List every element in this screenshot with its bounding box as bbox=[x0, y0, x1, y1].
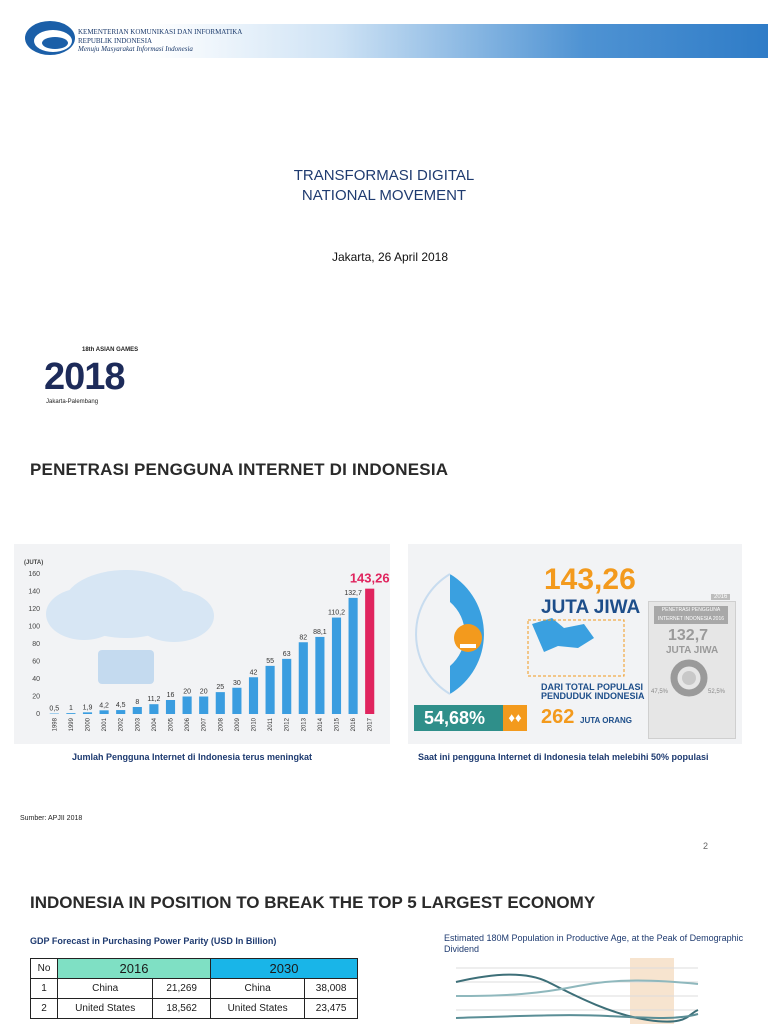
value-label-2006: 20 bbox=[183, 688, 191, 696]
x-tick-label: 2017 bbox=[367, 718, 374, 732]
y-tick-label: 140 bbox=[28, 588, 40, 596]
x-tick-label: 2015 bbox=[334, 718, 341, 732]
cover-date: Jakarta, 26 April 2018 bbox=[331, 250, 449, 264]
bar-1999 bbox=[66, 713, 75, 714]
x-tick-label: 2014 bbox=[317, 718, 324, 732]
value-label-2015: 110,2 bbox=[328, 609, 345, 617]
header-no: No bbox=[31, 959, 58, 979]
demographic-line-chart bbox=[428, 958, 728, 1024]
population-caption bbox=[541, 683, 645, 701]
people-icon: ♦♦ bbox=[503, 705, 527, 731]
x-tick-label: 2004 bbox=[151, 718, 158, 732]
value-label-2001: 4,2 bbox=[99, 702, 109, 710]
bar-2002 bbox=[116, 710, 125, 714]
table-header-row bbox=[31, 959, 358, 979]
x-tick-label: 2002 bbox=[118, 718, 125, 732]
internet-users-bar-chart bbox=[14, 544, 390, 744]
cell-no: 2 bbox=[31, 999, 58, 1019]
population-caption-line1: DARI TOTAL POPULASI bbox=[541, 682, 644, 692]
cell-value-2016: 21,269 bbox=[153, 979, 211, 999]
page-number: 2 bbox=[703, 841, 709, 851]
x-tick-label: 2006 bbox=[185, 718, 192, 732]
bar-2014 bbox=[315, 637, 324, 714]
x-tick-label: 2010 bbox=[251, 718, 258, 732]
mini-card-number: 132,7 bbox=[668, 627, 709, 644]
ministry-logo bbox=[22, 14, 78, 58]
cell-country-2016: United States bbox=[58, 999, 153, 1019]
bar-2013 bbox=[299, 642, 308, 714]
cell-country-2016: China bbox=[58, 979, 153, 999]
penetration-percent: 54,68% bbox=[414, 705, 514, 731]
x-tick-label: 2008 bbox=[218, 718, 225, 732]
bar-2010 bbox=[249, 677, 258, 714]
bar-2001 bbox=[100, 710, 109, 714]
value-label-2012: 63 bbox=[282, 650, 291, 658]
population-caption-line2: PENDUDUK INDONESIA bbox=[541, 691, 645, 701]
bar-2017 bbox=[365, 589, 374, 714]
bar-2016 bbox=[349, 598, 358, 714]
gdp-table-title: GDP Forecast in Purchasing Power Parity (USD In Billion) bbox=[30, 936, 277, 946]
header-2016: 2016 bbox=[58, 959, 211, 979]
cover-title bbox=[0, 166, 768, 206]
bar-2012 bbox=[282, 659, 291, 714]
bar-2008 bbox=[216, 692, 225, 714]
value-label-2002: 4,5 bbox=[115, 702, 126, 710]
x-tick-label: 2013 bbox=[301, 718, 308, 732]
value-label-1998: 0,5 bbox=[49, 705, 60, 713]
y-axis-label: (JUTA) bbox=[24, 560, 44, 566]
infographic-caption: Saat ini pengguna Internet di Indonesia telah melebihi 50% populasi bbox=[418, 752, 709, 762]
header-2030: 2030 bbox=[211, 959, 358, 979]
ministry-line2: REPUBLIK INDONESIA bbox=[78, 36, 153, 45]
cell-value-2030: 38,008 bbox=[305, 979, 358, 999]
cell-country-2030: United States bbox=[211, 999, 305, 1019]
y-tick-label: 20 bbox=[32, 693, 40, 701]
x-tick-label: 2003 bbox=[135, 718, 142, 732]
bar-2006 bbox=[183, 697, 192, 715]
x-tick-label: 2005 bbox=[168, 718, 175, 732]
value-label-2017: 143,26 bbox=[349, 570, 390, 586]
total-users-number: 143,26 bbox=[544, 563, 636, 596]
value-label-2008: 25 bbox=[216, 684, 225, 692]
bar-2011 bbox=[266, 666, 275, 714]
x-tick-label: 2009 bbox=[234, 718, 241, 732]
bar-2004 bbox=[149, 704, 158, 714]
mini-left-percent: 47,5% bbox=[651, 689, 669, 695]
mini-donut-icon bbox=[669, 658, 709, 698]
x-tick-label: 2007 bbox=[201, 718, 208, 732]
value-label-1999: 1 bbox=[68, 705, 73, 713]
bar-2007 bbox=[199, 697, 208, 715]
source-note: Sumber: APJII 2018 bbox=[20, 815, 83, 822]
cover-title-line2: NATIONAL MOVEMENT bbox=[301, 187, 467, 204]
chart-caption: Jumlah Pengguna Internet di Indonesia terus meningkat bbox=[72, 752, 313, 762]
indonesia-map-icon bbox=[532, 618, 594, 652]
section-heading-economy: INDONESIA IN POSITION TO BREAK THE TOP 5 LARGEST ECONOMY bbox=[30, 893, 596, 912]
value-label-2000: 1,9 bbox=[82, 704, 93, 712]
value-label-2005: 16 bbox=[166, 692, 175, 699]
bar-2015 bbox=[332, 618, 341, 714]
population-chart-title: Estimated 180M Population in Productive Age, at the Peak of Demographic Dividend bbox=[444, 933, 744, 954]
cell-country-2030: China bbox=[211, 979, 305, 999]
header-band bbox=[150, 24, 768, 58]
population-unit: JUTA ORANG bbox=[580, 716, 632, 725]
bar-2000 bbox=[83, 712, 92, 714]
ministry-line1: KEMENTERIAN KOMUNIKASI DAN INFORMATIKA bbox=[78, 28, 243, 36]
ministry-name bbox=[78, 28, 242, 54]
value-label-2003: 8 bbox=[135, 699, 140, 706]
cell-value-2030: 23,475 bbox=[305, 999, 358, 1019]
bar-2009 bbox=[232, 688, 241, 714]
table-row bbox=[31, 979, 358, 999]
population-number: 262 bbox=[541, 706, 575, 728]
value-label-2013: 82 bbox=[299, 634, 308, 642]
gdp-forecast-table bbox=[30, 958, 358, 1019]
x-tick-label: 2011 bbox=[268, 718, 275, 731]
ministry-tagline: Menuju Masyarakat Informasi Indonesia bbox=[78, 45, 193, 53]
y-tick-label: 40 bbox=[32, 676, 40, 683]
value-label-2009: 30 bbox=[233, 679, 241, 687]
section-heading-penetrasi: PENETRASI PENGGUNA INTERNET DI INDONESIA bbox=[30, 460, 449, 479]
mini-card-heading: PENETRASI PENGGUNA INTERNET INDONESIA 2016 bbox=[654, 606, 728, 624]
table-row bbox=[31, 999, 358, 1019]
x-tick-label: 2001 bbox=[102, 718, 109, 732]
total-users-unit: JUTA JIWA bbox=[541, 597, 641, 618]
value-label-2010: 42 bbox=[249, 669, 258, 677]
y-tick-label: 120 bbox=[28, 606, 40, 613]
value-label-2011: 55 bbox=[266, 657, 274, 665]
y-tick-label: 80 bbox=[32, 641, 40, 648]
cell-no: 1 bbox=[31, 979, 58, 999]
x-tick-label: 2016 bbox=[351, 718, 358, 732]
y-tick-label: 160 bbox=[28, 571, 40, 578]
bar-2005 bbox=[166, 700, 175, 714]
cloud-illustration bbox=[46, 570, 214, 684]
value-label-2014: 88,1 bbox=[313, 628, 327, 636]
value-label-2007: 20 bbox=[199, 688, 208, 696]
y-tick-label: 60 bbox=[32, 658, 40, 666]
x-tick-label: 1998 bbox=[52, 718, 59, 732]
bar-2003 bbox=[133, 707, 142, 714]
y-tick-label: 0 bbox=[36, 711, 40, 718]
x-tick-label: 2000 bbox=[85, 718, 92, 732]
asian-games-city: Jakarta-Palembang bbox=[46, 399, 99, 405]
x-tick-label: 1999 bbox=[68, 718, 75, 732]
asian-games-top: 18th ASIAN GAMES bbox=[82, 347, 139, 353]
cover-title-line1: TRANSFORMASI DIGITAL bbox=[293, 167, 475, 184]
value-label-2004: 11,2 bbox=[147, 696, 161, 704]
value-label-2016: 132,7 bbox=[344, 589, 362, 597]
y-tick-label: 100 bbox=[28, 623, 40, 631]
x-tick-label: 2012 bbox=[284, 718, 291, 732]
cell-value-2016: 18,562 bbox=[153, 999, 211, 1019]
mini-card-unit: JUTA JIWA bbox=[666, 645, 719, 656]
mini-right-percent: 52,5% bbox=[708, 689, 726, 695]
asian-games-year: 2018 bbox=[44, 356, 125, 398]
mini-card-year: 2016 bbox=[711, 594, 730, 600]
